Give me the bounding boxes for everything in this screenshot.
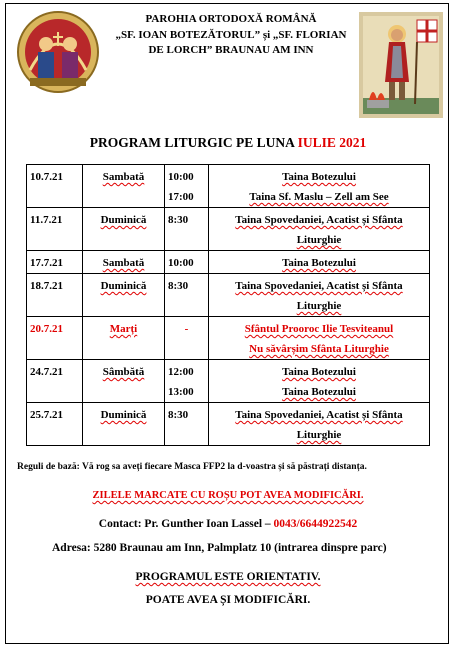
row-description-line — [212, 319, 426, 339]
schedule-row — [27, 317, 430, 360]
row-time-value: 17:00 — [168, 191, 194, 203]
row-description-text: Taina Sf. Maslu – Zell am See — [249, 191, 389, 203]
row-description — [209, 274, 430, 317]
schedule-row — [27, 360, 430, 403]
row-time — [165, 317, 209, 360]
contact-line — [0, 518, 456, 530]
schedule-body — [27, 165, 430, 446]
row-date: 10.7.21 — [27, 165, 83, 208]
row-description-text: Nu săvârșim Sfânta Liturghie — [249, 343, 389, 355]
row-description-line — [212, 167, 426, 187]
row-date: 24.7.21 — [27, 360, 83, 403]
row-description-line — [212, 210, 426, 230]
row-date: 11.7.21 — [27, 208, 83, 251]
row-description-line — [212, 425, 426, 445]
row-description-text: Sfântul Prooroc Ilie Tesviteanul — [244, 323, 394, 335]
row-day — [83, 165, 165, 208]
row-time — [165, 208, 209, 251]
row-description-line — [212, 276, 426, 296]
schedule-row — [27, 403, 430, 446]
row-day — [83, 360, 165, 403]
row-day-label: Sambată — [102, 171, 145, 183]
program-orientativ: PROGRAMUL ESTE ORIENTATIV. — [135, 571, 321, 583]
row-day — [83, 317, 165, 360]
row-description-text: Taina Spovedaniei, Acatist și Sfânta — [235, 280, 403, 292]
contact-phone: 0043/6644922542 — [273, 518, 358, 530]
row-description-text: Taina Botezului — [282, 171, 356, 183]
title-prefix: PROGRAM LITURGIC PE LUNA — [89, 135, 298, 150]
row-date: 17.7.21 — [27, 251, 83, 274]
row-date: 20.7.21 — [27, 317, 83, 360]
row-description — [209, 208, 430, 251]
row-description — [209, 403, 430, 446]
parish-header — [100, 12, 362, 59]
row-time — [165, 360, 209, 403]
may-change-note: POATE AVEA ȘI MODIFICĂRI. — [145, 594, 311, 606]
row-day — [83, 251, 165, 274]
program-note — [0, 571, 456, 583]
row-description-line — [212, 339, 426, 359]
row-time — [165, 403, 209, 446]
schedule-table — [26, 164, 430, 446]
row-time — [165, 251, 209, 274]
row-description-text: Taina Spovedaniei, Acatist și Sfânta — [235, 214, 403, 226]
parish-patrons: „SF. IOAN BOTEZĂTORUL” și „SF. FLORIAN — [115, 28, 347, 41]
row-description — [209, 251, 430, 274]
row-day-label: Duminică — [100, 214, 147, 226]
row-description-text: Taina Botezului — [282, 366, 356, 378]
row-day-label: Sâmbătă — [102, 366, 145, 378]
row-time-value: 8:30 — [168, 409, 189, 421]
row-description-line — [212, 382, 426, 402]
schedule-row — [27, 274, 430, 317]
page-title — [0, 135, 456, 151]
row-time-value: 8:30 — [168, 280, 189, 292]
address-line: Adresa: 5280 Braunau am Inn, Palmplatz 10 (intrarea dinspre parc) — [52, 542, 387, 554]
church-logo — [16, 10, 100, 94]
row-description-text: Liturghie — [296, 234, 342, 246]
row-time-value: - — [184, 323, 189, 335]
marked-days-warning: ZILELE MARCATE CU ROȘU POT AVEA MODIFICĂRI. — [92, 490, 364, 501]
row-description-text: Taina Botezului — [282, 257, 356, 269]
row-description-text: Liturghie — [296, 300, 342, 312]
title-month: IULIE 2021 — [297, 135, 367, 150]
row-description-line — [212, 187, 426, 207]
row-description-line — [212, 296, 426, 316]
row-description-line — [212, 362, 426, 382]
row-time-value: 12:00 — [168, 366, 194, 378]
row-day-label: Marți — [109, 323, 138, 335]
row-day-label: Duminică — [100, 409, 147, 421]
row-description-text: Taina Spovedaniei, Acatist și Sfânta — [235, 409, 403, 421]
row-description-line — [212, 230, 426, 250]
saint-icon-image — [359, 12, 443, 118]
row-description-line — [212, 405, 426, 425]
row-time-value: 10:00 — [168, 171, 194, 183]
row-time-value: 13:00 — [168, 386, 194, 398]
row-date: 18.7.21 — [27, 274, 83, 317]
row-description — [209, 360, 430, 403]
parish-location: DE LORCH” BRAUNAU AM INN — [148, 44, 314, 56]
contact-label: Contact: Pr. Gunther Ioan Lassel – — [98, 518, 274, 530]
row-day — [83, 274, 165, 317]
row-day — [83, 403, 165, 446]
row-time-value: 10:00 — [168, 257, 194, 269]
row-time — [165, 165, 209, 208]
row-description — [209, 317, 430, 360]
row-description-text: Taina Botezului — [282, 386, 356, 398]
parish-name: PAROHIA ORTODOXĂ ROMÂNĂ — [145, 13, 317, 25]
row-day — [83, 208, 165, 251]
row-description-line — [212, 253, 426, 273]
schedule-row — [27, 165, 430, 208]
row-date: 25.7.21 — [27, 403, 83, 446]
schedule-row — [27, 208, 430, 251]
row-time — [165, 274, 209, 317]
schedule-row — [27, 251, 430, 274]
row-day-label: Duminică — [100, 280, 147, 292]
row-description-text: Liturghie — [296, 429, 342, 441]
row-day-label: Sambată — [102, 257, 145, 269]
rules-note: Reguli de bază: Vă rog sa aveți fiecare Masca FFP2 la d-voastra și să păstrați distanța. — [17, 462, 367, 472]
row-time-value: 8:30 — [168, 214, 189, 226]
row-description — [209, 165, 430, 208]
